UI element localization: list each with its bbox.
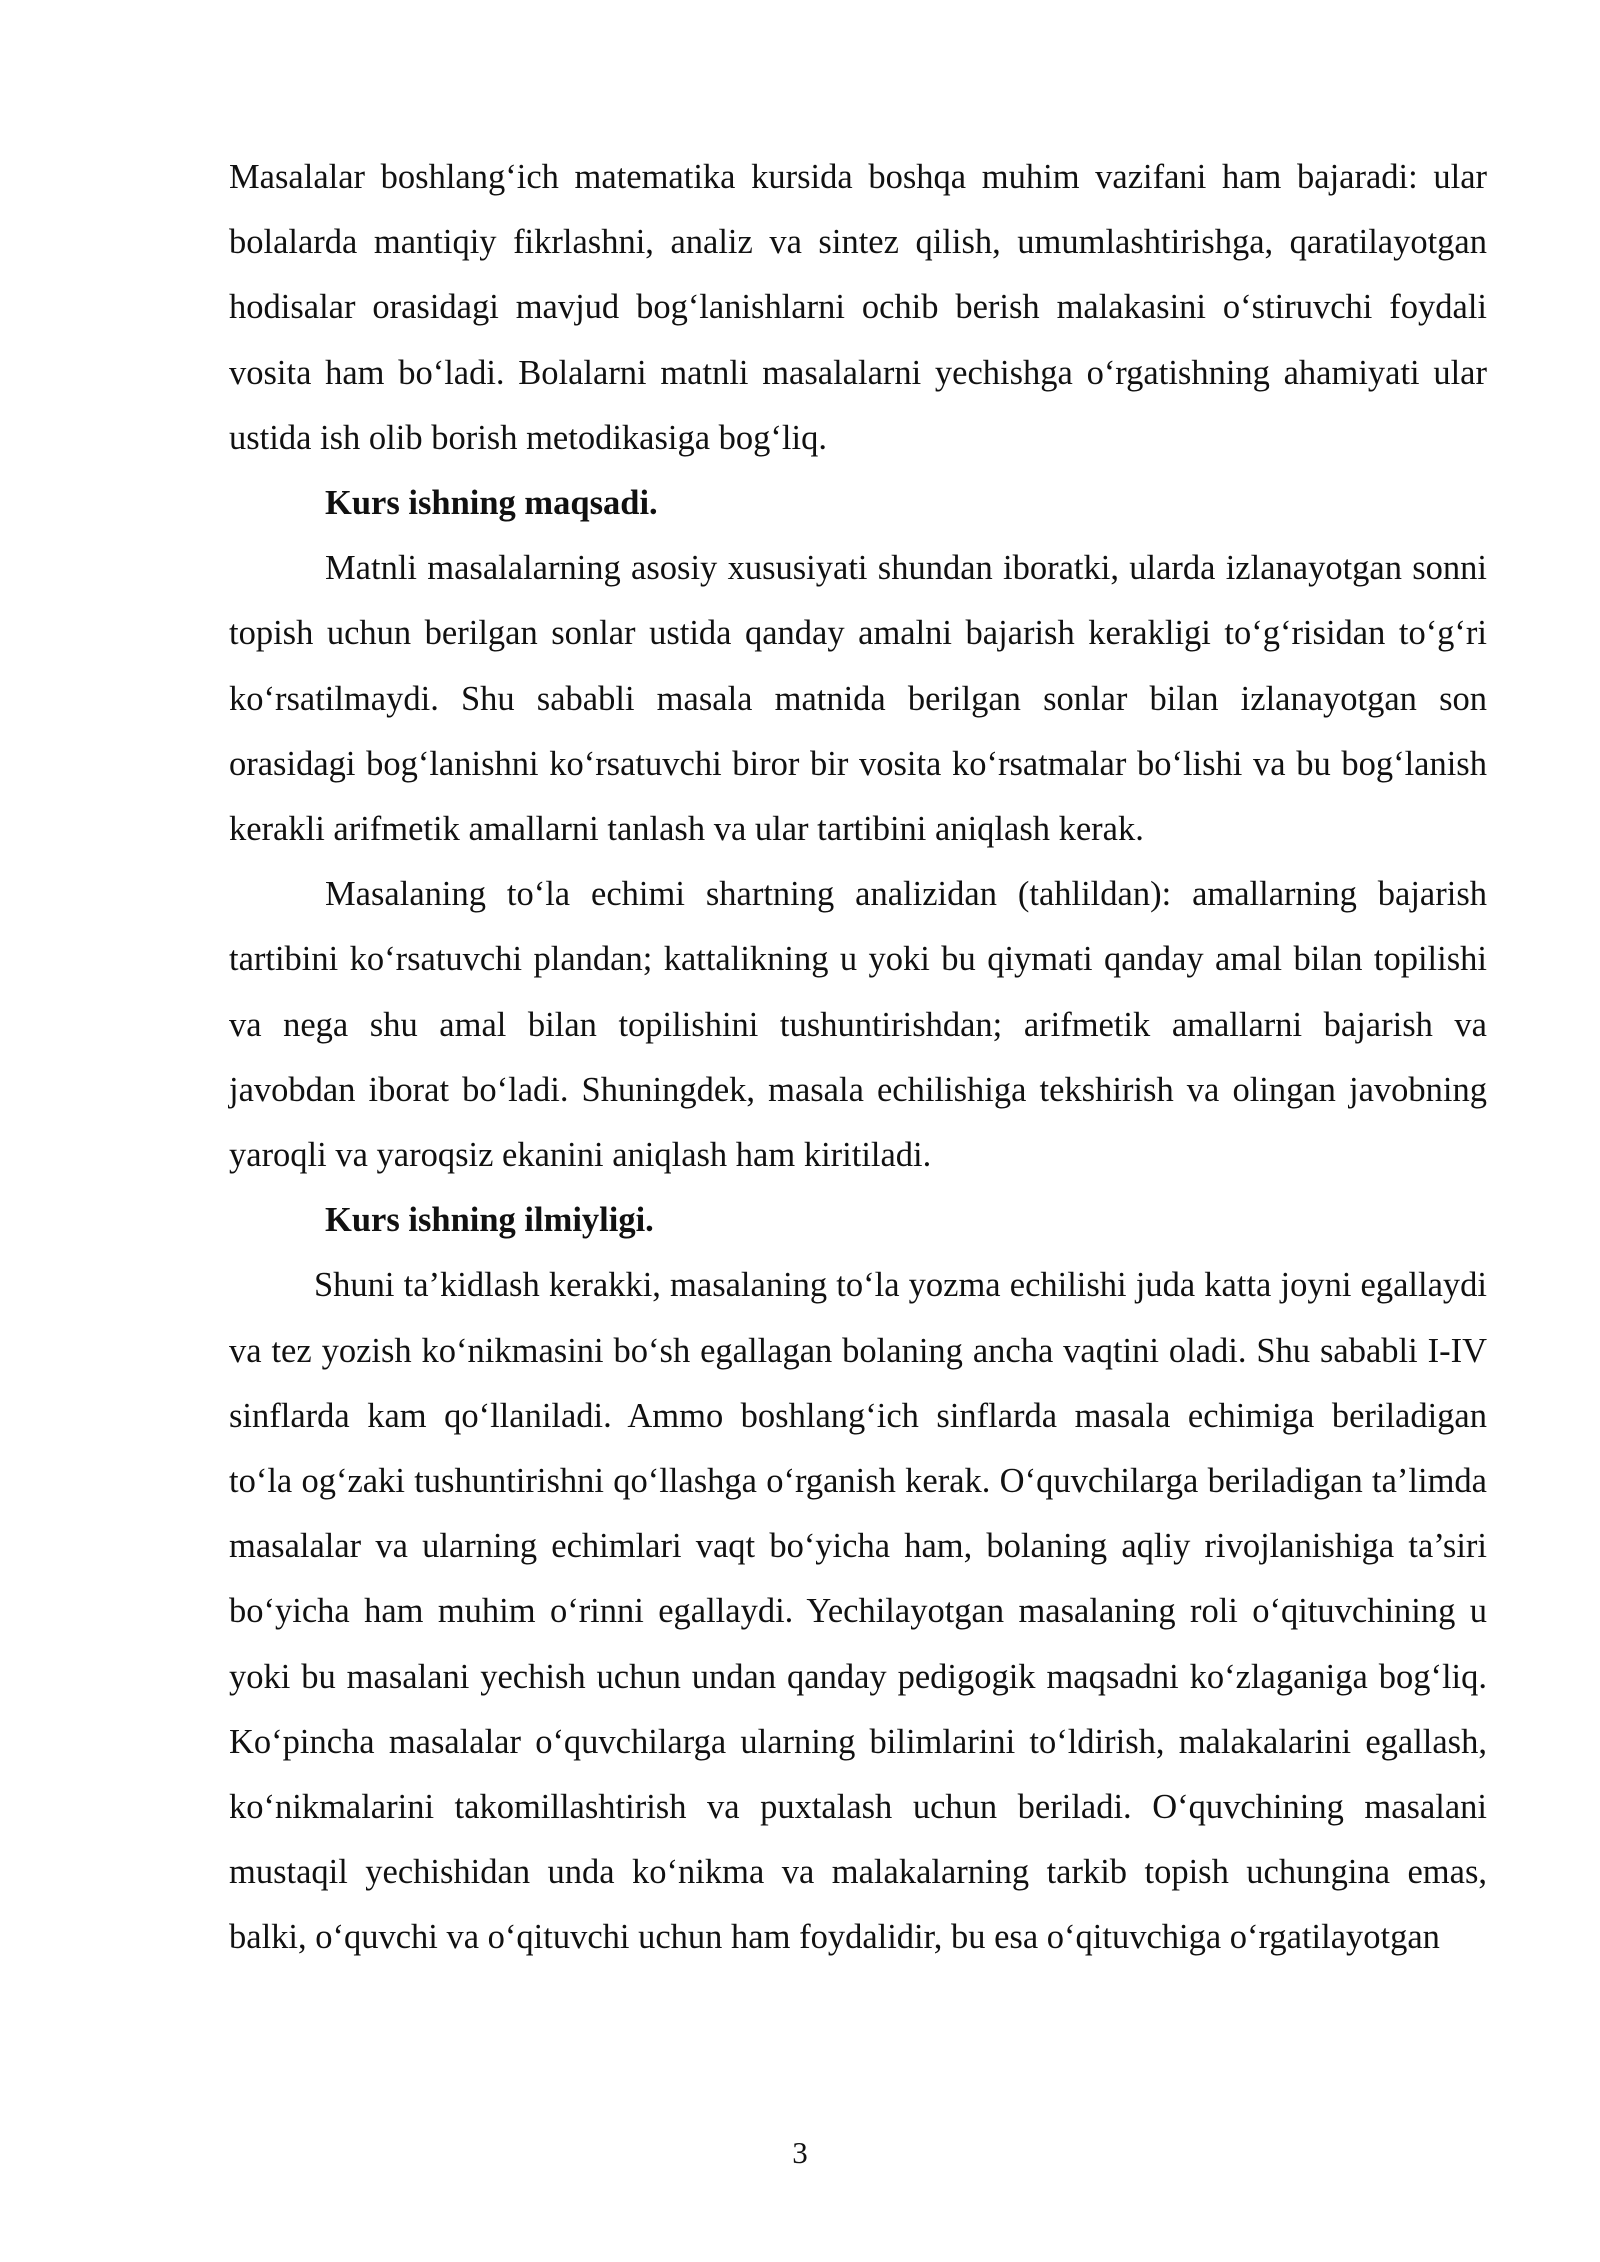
document-page [229, 145, 1487, 1971]
heading-scientific: Kurs ishning ilmiyligi. [325, 1201, 654, 1240]
paragraph-text-problems: Matnli masalalarning asosiy xususiyati shundan iboratki, ularda izlanayotgan sonni topish uchun berilgan sonlar ustida qanday amalni bajarish kerakligi to‘g‘risidan to‘g‘ri ko‘rsatilmaydi. Shu sababli masala matnida berilgan sonlar bilan izlanayotgan son orasidagi bog‘lanishni ko‘rsatuvchi biror bir vosita ko‘rsatmalar bo‘lishi va bu bog‘lanish kerakli arifmetik amallarni tanlash va ular tartibini aniqlash kerak. [229, 549, 1487, 849]
heading-purpose: Kurs ishning maqsadi. [325, 484, 658, 523]
paragraph-written-solution: Shuni ta’kidlash kerakki, masalaning to‘la yozma echilishi juda katta joyni egallaydi va tez yozish ko‘nikmasini bo‘sh egallagan bolaning ancha vaqtini oladi. Shu sababli I-IV sinflarda kam qo‘llaniladi. Ammo boshlang‘ich sinflarda masala echimiga beriladigan to‘la og‘zaki tushuntirishni qo‘llashga o‘rganish kerak. O‘quvchilarga beriladigan ta’limda masalalar va ularning echimlari vaqt bo‘yicha ham, bolaning aqliy rivojlanishiga ta’siri bo‘yicha ham muhim o‘rinni egallaydi. Yechilayotgan masalaning roli o‘qituvchining u yoki bu masalani yechish uchun undan qanday pedigogik maqsadni ko‘zlaganiga bog‘liq. Ko‘pincha masalalar o‘quvchilarga ularning bilimlarini to‘ldirish, malakalarini egallash, ko‘nikmalarini takomillashtirish va puxtalash uchun beriladi. O‘quvchining masalani mustaqil yechishidan unda ko‘nikma va malakalarning tarkib topish uchungina emas, balki, o‘quvchi va o‘qituvchi uchun ham foydalidir, bu esa o‘qituvchiga o‘rgatilayotgan [229, 1266, 1487, 1957]
paragraph-intro: Masalalar boshlang‘ich matematika kursida boshqa muhim vazifani ham bajaradi: ular bolalarda mantiqiy fikrlashni, analiz va sintez qilish, umumlashtirishga, qaratilayotgan hodisalar orasidagi mavjud bog‘lanishlarni ochib berish malakasini o‘stiruvchi foydali vosita ham bo‘ladi. Bolalarni matnli masalalarni yechishga o‘rgatishning ahamiyati ular ustida ish olib borish metodikasiga bog‘liq. [229, 158, 1487, 457]
page-number: 3 [792, 2135, 808, 2170]
paragraph-full-solution: Masalaning to‘la echimi shartning analizidan (tahlildan): amallarning bajarish tartibini ko‘rsatuvchi plandan; kattalikning u yoki bu qiymati qanday amal bilan topilishi va nega shu amal bilan topilishini tushuntirishdan; arifmetik amallarni bajarish va javobdan iborat bo‘ladi. Shuningdek, masala echilishiga tekshirish va olingan javobning yaroqli va yaroqsiz ekanini aniqlash ham kiritiladi. [229, 875, 1487, 1175]
